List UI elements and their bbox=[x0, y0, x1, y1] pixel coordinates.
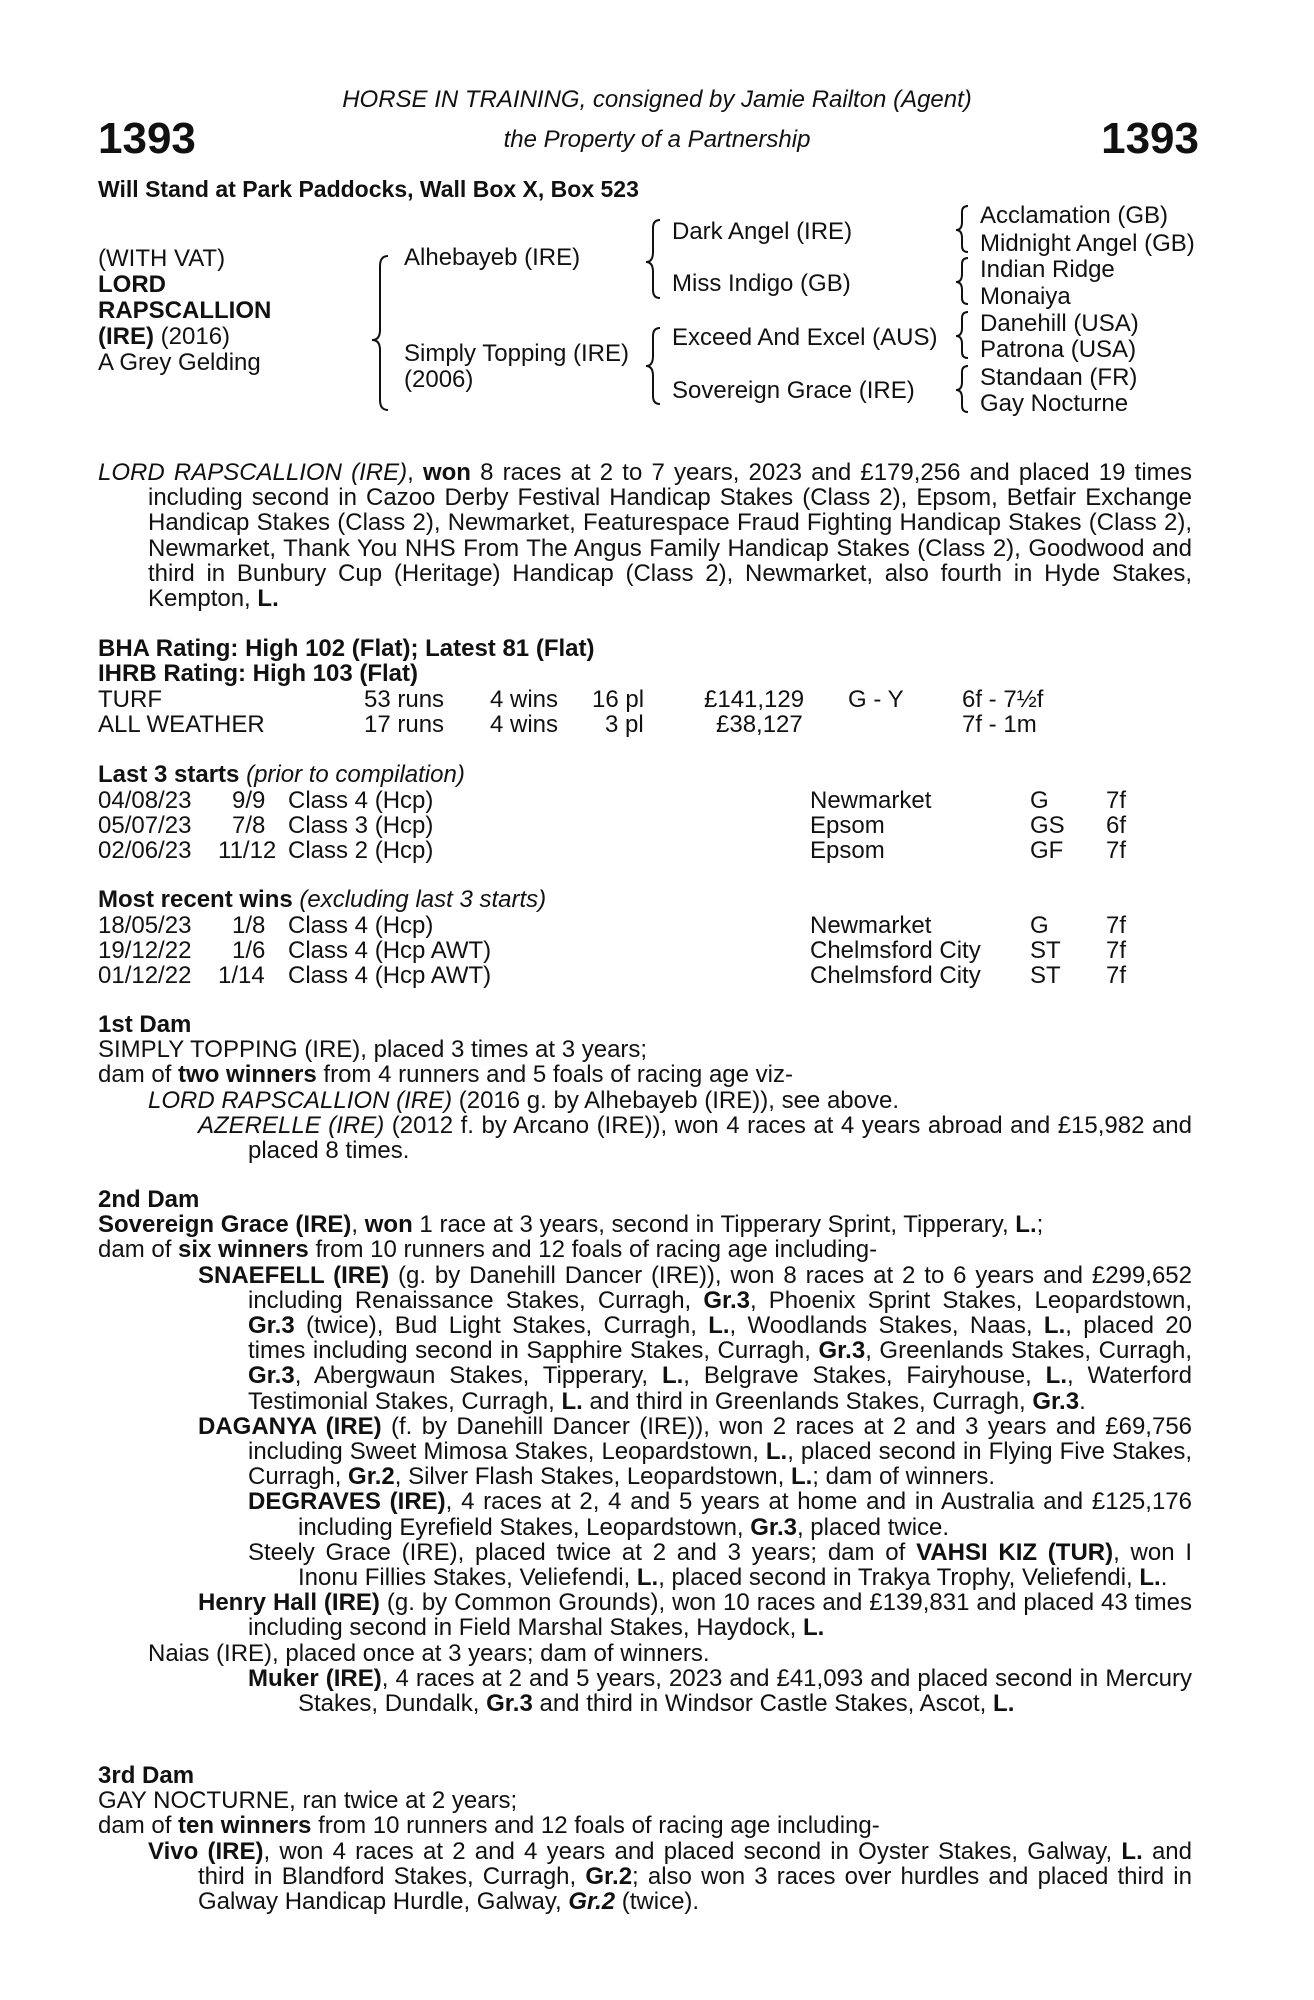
wins-heading: Most recent wins (excluding last 3 starts) bbox=[98, 886, 547, 913]
third-dam-section bbox=[98, 1763, 1192, 1914]
last3-going: GS bbox=[1030, 812, 1065, 839]
pedigree-dam-dam: Sovereign Grace (IRE) bbox=[672, 377, 915, 404]
first-dam-progeny: AZERELLE (IRE) (2012 f. by Arcano (IRE)), won 4 races at 4 years abroad and £15,982 and placed 8 times. bbox=[198, 1111, 1193, 1165]
summary-text: 8 races at 2 to 7 years, 2023 and £179,256 and placed 19 times including second in Cazoo Derby Festival Handicap Stakes (Class 2), Epsom, Betfair Exchange Handicap Stakes (Class 2), Newmarket, Featurespace Fraud Fighting Handicap Stakes (Class 2), Newmarket, Thank You NHS From The Angus Family Handicap Stakes (Class 2), Goodwood and third in Bunbury Cup (Heritage) Handicap (Class 2), Newmarket, also fourth in Hyde Stakes, Kempton, bbox=[148, 459, 1192, 613]
second-dam-section bbox=[98, 1187, 1192, 1716]
last3-going: GF bbox=[1030, 837, 1064, 864]
first-dam-line2: dam of two winners from 4 runners and 5 foals of racing age viz- bbox=[98, 1061, 793, 1089]
last3-heading: Last 3 starts (prior to compilation) bbox=[98, 761, 465, 788]
aw-distance: 7f - 1m bbox=[962, 711, 1037, 738]
last3-course: Epsom bbox=[810, 837, 885, 864]
stand-location: Will Stand at Park Paddocks, Wall Box X, Box 523 bbox=[98, 176, 639, 202]
pedigree-g8: Gay Nocturne bbox=[980, 390, 1129, 417]
second-dam-line2: dam of six winners from 10 runners and 12 foals of racing age including- bbox=[98, 1236, 878, 1264]
first-dam-section bbox=[98, 1012, 1192, 1163]
win-pos: 1/14 bbox=[218, 962, 265, 989]
pedigree-dam-year: (2006) bbox=[404, 366, 474, 393]
turf-surface: TURF bbox=[98, 686, 162, 713]
race-summary: LORD RAPSCALLION (IRE), won 8 races at 2 to 7 years, 2023 and £179,256 and placed 19 times including second in Cazoo Derby Festival Handicap Stakes (Class 2), Epsom, Betfair Exchange Handicap Stakes (Class 2), Newmarket, Featurespace Fraud Fighting Handicap Stakes (Class 2), Newmarket, Thank You NHS From The Angus Family Handicap Stakes (Class 2), Goodwood and third in Bunbury Cup (Heritage) Handicap (Class 2), Newmarket, also fourth in Hyde Stakes, Kempton, L. bbox=[98, 459, 1192, 613]
last3-race: Class 3 (Hcp) bbox=[288, 812, 434, 839]
third-dam-line1: GAY NOCTURNE, ran twice at 2 years; bbox=[98, 1787, 518, 1815]
win-distance: 7f bbox=[1106, 912, 1127, 939]
pedigree-g1: Acclamation (GB) bbox=[980, 202, 1169, 229]
last3-race: Class 4 (Hcp) bbox=[288, 787, 434, 814]
progeny-daganya: DAGANYA (IRE) (f. by Danehill Dancer (IRE)), won 2 races at 2 and 3 years and £69,756 including Sweet Mimosa Stakes, Leopardstown, L., placed second in Flying Five Stakes, Curragh, Gr.2, Silver Flash Stakes, Leopardstown, L.; dam of winners. bbox=[198, 1412, 1193, 1491]
aw-prize: £38,127 bbox=[716, 711, 803, 738]
vat-note: (WITH VAT) bbox=[98, 245, 226, 272]
last3-course: Newmarket bbox=[810, 787, 932, 814]
turf-distance: 6f - 7½f bbox=[962, 686, 1044, 713]
progeny-henry-hall: Henry Hall (IRE) (g. by Common Grounds), won 10 races and £139,831 and placed 43 times including second in Field Marshal Stakes, Haydock, L. bbox=[198, 1589, 1193, 1642]
aw-surface: ALL WEATHER bbox=[98, 711, 265, 738]
horse-name-line1: LORD bbox=[98, 271, 166, 298]
turf-going: G - Y bbox=[848, 686, 904, 713]
aw-wins: 4 wins bbox=[490, 711, 559, 738]
horse-year: (2016) bbox=[154, 323, 231, 350]
last3-course: Epsom bbox=[810, 812, 885, 839]
progeny-steely-grace: Steely Grace (IRE), placed twice at 2 and 3 years; dam of VAHSI KIZ (TUR), won I Inonu Fillies Stakes, Veliefendi, L., placed second in Trakya Trophy, Veliefendi, L.. bbox=[248, 1538, 1193, 1592]
progeny-snaefell: SNAEFELL (IRE) (g. by Danehill Dancer (IRE)), won 8 races at 2 to 6 years and £299,652 including Renaissance Stakes, Curragh, Gr.3, Phoenix Sprint Stakes, Leopardstown, Gr.3 (twice), Bud Light Stakes, Curragh, L., Woodlands Stakes, Naas, L., placed 20 times including second in Sapphire Stakes, Curragh, Gr.3, Greenlands Stakes, Curragh, Gr.3, Abergwaun Stakes, Tipperary, L., Belgrave Stakes, Fairyhouse, L., Waterford Testimonial Stakes, Curragh, L. and third in Greenlands Stakes, Curragh, Gr.3. bbox=[198, 1261, 1193, 1415]
win-course: Newmarket bbox=[810, 912, 932, 939]
progeny-degraves: DEGRAVES (IRE), 4 races at 2, 4 and 5 years at home and in Australia and £125,176 including Eyrefield Stakes, Leopardstown, Gr.3, placed twice. bbox=[248, 1488, 1192, 1541]
consignment-line: HORSE IN TRAINING, consigned by Jamie Railton (Agent) bbox=[342, 86, 972, 113]
pedigree-sire-dam: Miss Indigo (GB) bbox=[672, 270, 851, 297]
pedigree-g7: Standaan (FR) bbox=[980, 364, 1138, 391]
win-date: 19/12/22 bbox=[98, 937, 192, 964]
aw-runs: 17 runs bbox=[364, 711, 445, 738]
win-race: Class 4 (Hcp AWT) bbox=[288, 962, 492, 989]
progeny-muker: Muker (IRE), 4 races at 2 and 5 years, 2023 and £41,093 and placed second in Mercury Stakes, Dundalk, Gr.3 and third in Windsor Castle Stakes, Ascot, L. bbox=[248, 1664, 1192, 1718]
progeny-naias: Naias (IRE), placed once at 3 years; dam of winners. bbox=[148, 1639, 710, 1667]
pedigree-sire: Alhebayeb (IRE) bbox=[404, 244, 581, 271]
progeny-vivo: Vivo (IRE), won 4 races at 2 and 4 years and placed second in Oyster Stakes, Galway, L. and third in Blandford Stakes, Curragh, Gr.2; also won 3 races over hurdles and placed third in Galway Handicap Hurdle, Galway, Gr.2 (twice). bbox=[148, 1837, 1192, 1916]
first-dam-title: 1st Dam bbox=[98, 1011, 192, 1038]
win-race: Class 4 (Hcp AWT) bbox=[288, 937, 492, 964]
win-distance: 7f bbox=[1106, 937, 1127, 964]
pedigree-g6: Patrona (USA) bbox=[980, 336, 1137, 363]
win-race: Class 4 (Hcp) bbox=[288, 912, 434, 939]
horse-name-line2: RAPSCALLION bbox=[98, 297, 272, 324]
last3-pos: 11/12 bbox=[218, 837, 277, 864]
first-dam-line1: SIMPLY TOPPING (IRE), placed 3 times at 3 years; bbox=[98, 1036, 648, 1064]
pedigree-g3: Indian Ridge bbox=[980, 256, 1115, 283]
win-course: Chelmsford City bbox=[810, 962, 981, 989]
last3-pos: 9/9 bbox=[232, 787, 266, 814]
pedigree-dam: Simply Topping (IRE) bbox=[404, 340, 629, 367]
win-date: 18/05/23 bbox=[98, 912, 192, 939]
last3-race: Class 2 (Hcp) bbox=[288, 837, 434, 864]
third-dam-line2: dam of ten winners from 10 runners and 12 foals of racing age including- bbox=[98, 1812, 880, 1840]
third-dam-title: 3rd Dam bbox=[98, 1762, 195, 1789]
win-going: ST bbox=[1030, 937, 1061, 964]
bha-rating: BHA Rating: High 102 (Flat); Latest 81 (Flat) bbox=[98, 635, 595, 662]
horse-description: A Grey Gelding bbox=[98, 349, 261, 376]
pedigree-sire-sire: Dark Angel (IRE) bbox=[672, 218, 853, 245]
last3-date: 04/08/23 bbox=[98, 787, 192, 814]
pedigree-g5: Danehill (USA) bbox=[980, 310, 1139, 337]
win-date: 01/12/22 bbox=[98, 962, 192, 989]
win-course: Chelmsford City bbox=[810, 937, 981, 964]
turf-wins: 4 wins bbox=[490, 686, 559, 713]
last3-date: 02/06/23 bbox=[98, 837, 192, 864]
first-dam-progeny: LORD RAPSCALLION (IRE) (2016 g. by Alhebayeb (IRE)), see above. bbox=[148, 1086, 900, 1114]
win-pos: 1/6 bbox=[232, 937, 266, 964]
last3-date: 05/07/23 bbox=[98, 812, 192, 839]
win-going: G bbox=[1030, 912, 1049, 939]
ihrb-rating: IHRB Rating: High 103 (Flat) bbox=[98, 660, 419, 687]
turf-placed: 16 pl bbox=[592, 686, 645, 713]
horse-suffix: (IRE) bbox=[98, 323, 154, 350]
last3-going: G bbox=[1030, 787, 1049, 814]
win-going: ST bbox=[1030, 962, 1061, 989]
summary-won: won bbox=[422, 459, 471, 486]
pedigree-g2: Midnight Angel (GB) bbox=[980, 230, 1195, 257]
pedigree-g4: Monaiya bbox=[980, 283, 1071, 310]
last3-distance: 6f bbox=[1106, 812, 1127, 839]
last3-distance: 7f bbox=[1106, 787, 1127, 814]
last3-pos: 7/8 bbox=[232, 812, 266, 839]
summary-listed: L. bbox=[257, 585, 279, 613]
property-line: the Property of a Partnership bbox=[503, 126, 811, 153]
lot-number-left: 1393 bbox=[98, 114, 196, 163]
second-dam-line1: Sovereign Grace (IRE), won 1 race at 3 years, second in Tipperary Sprint, Tipperary, L.; bbox=[98, 1211, 1044, 1239]
summary-horse-name: LORD RAPSCALLION (IRE) bbox=[98, 459, 408, 486]
aw-placed: 3 pl bbox=[605, 711, 644, 738]
win-distance: 7f bbox=[1106, 962, 1127, 989]
win-pos: 1/8 bbox=[232, 912, 266, 939]
turf-prize: £141,129 bbox=[704, 686, 805, 713]
last3-distance: 7f bbox=[1106, 837, 1127, 864]
turf-runs: 53 runs bbox=[364, 686, 445, 713]
lot-number-right: 1393 bbox=[1101, 114, 1199, 163]
second-dam-title: 2nd Dam bbox=[98, 1186, 200, 1213]
pedigree-dam-sire: Exceed And Excel (AUS) bbox=[672, 324, 938, 351]
